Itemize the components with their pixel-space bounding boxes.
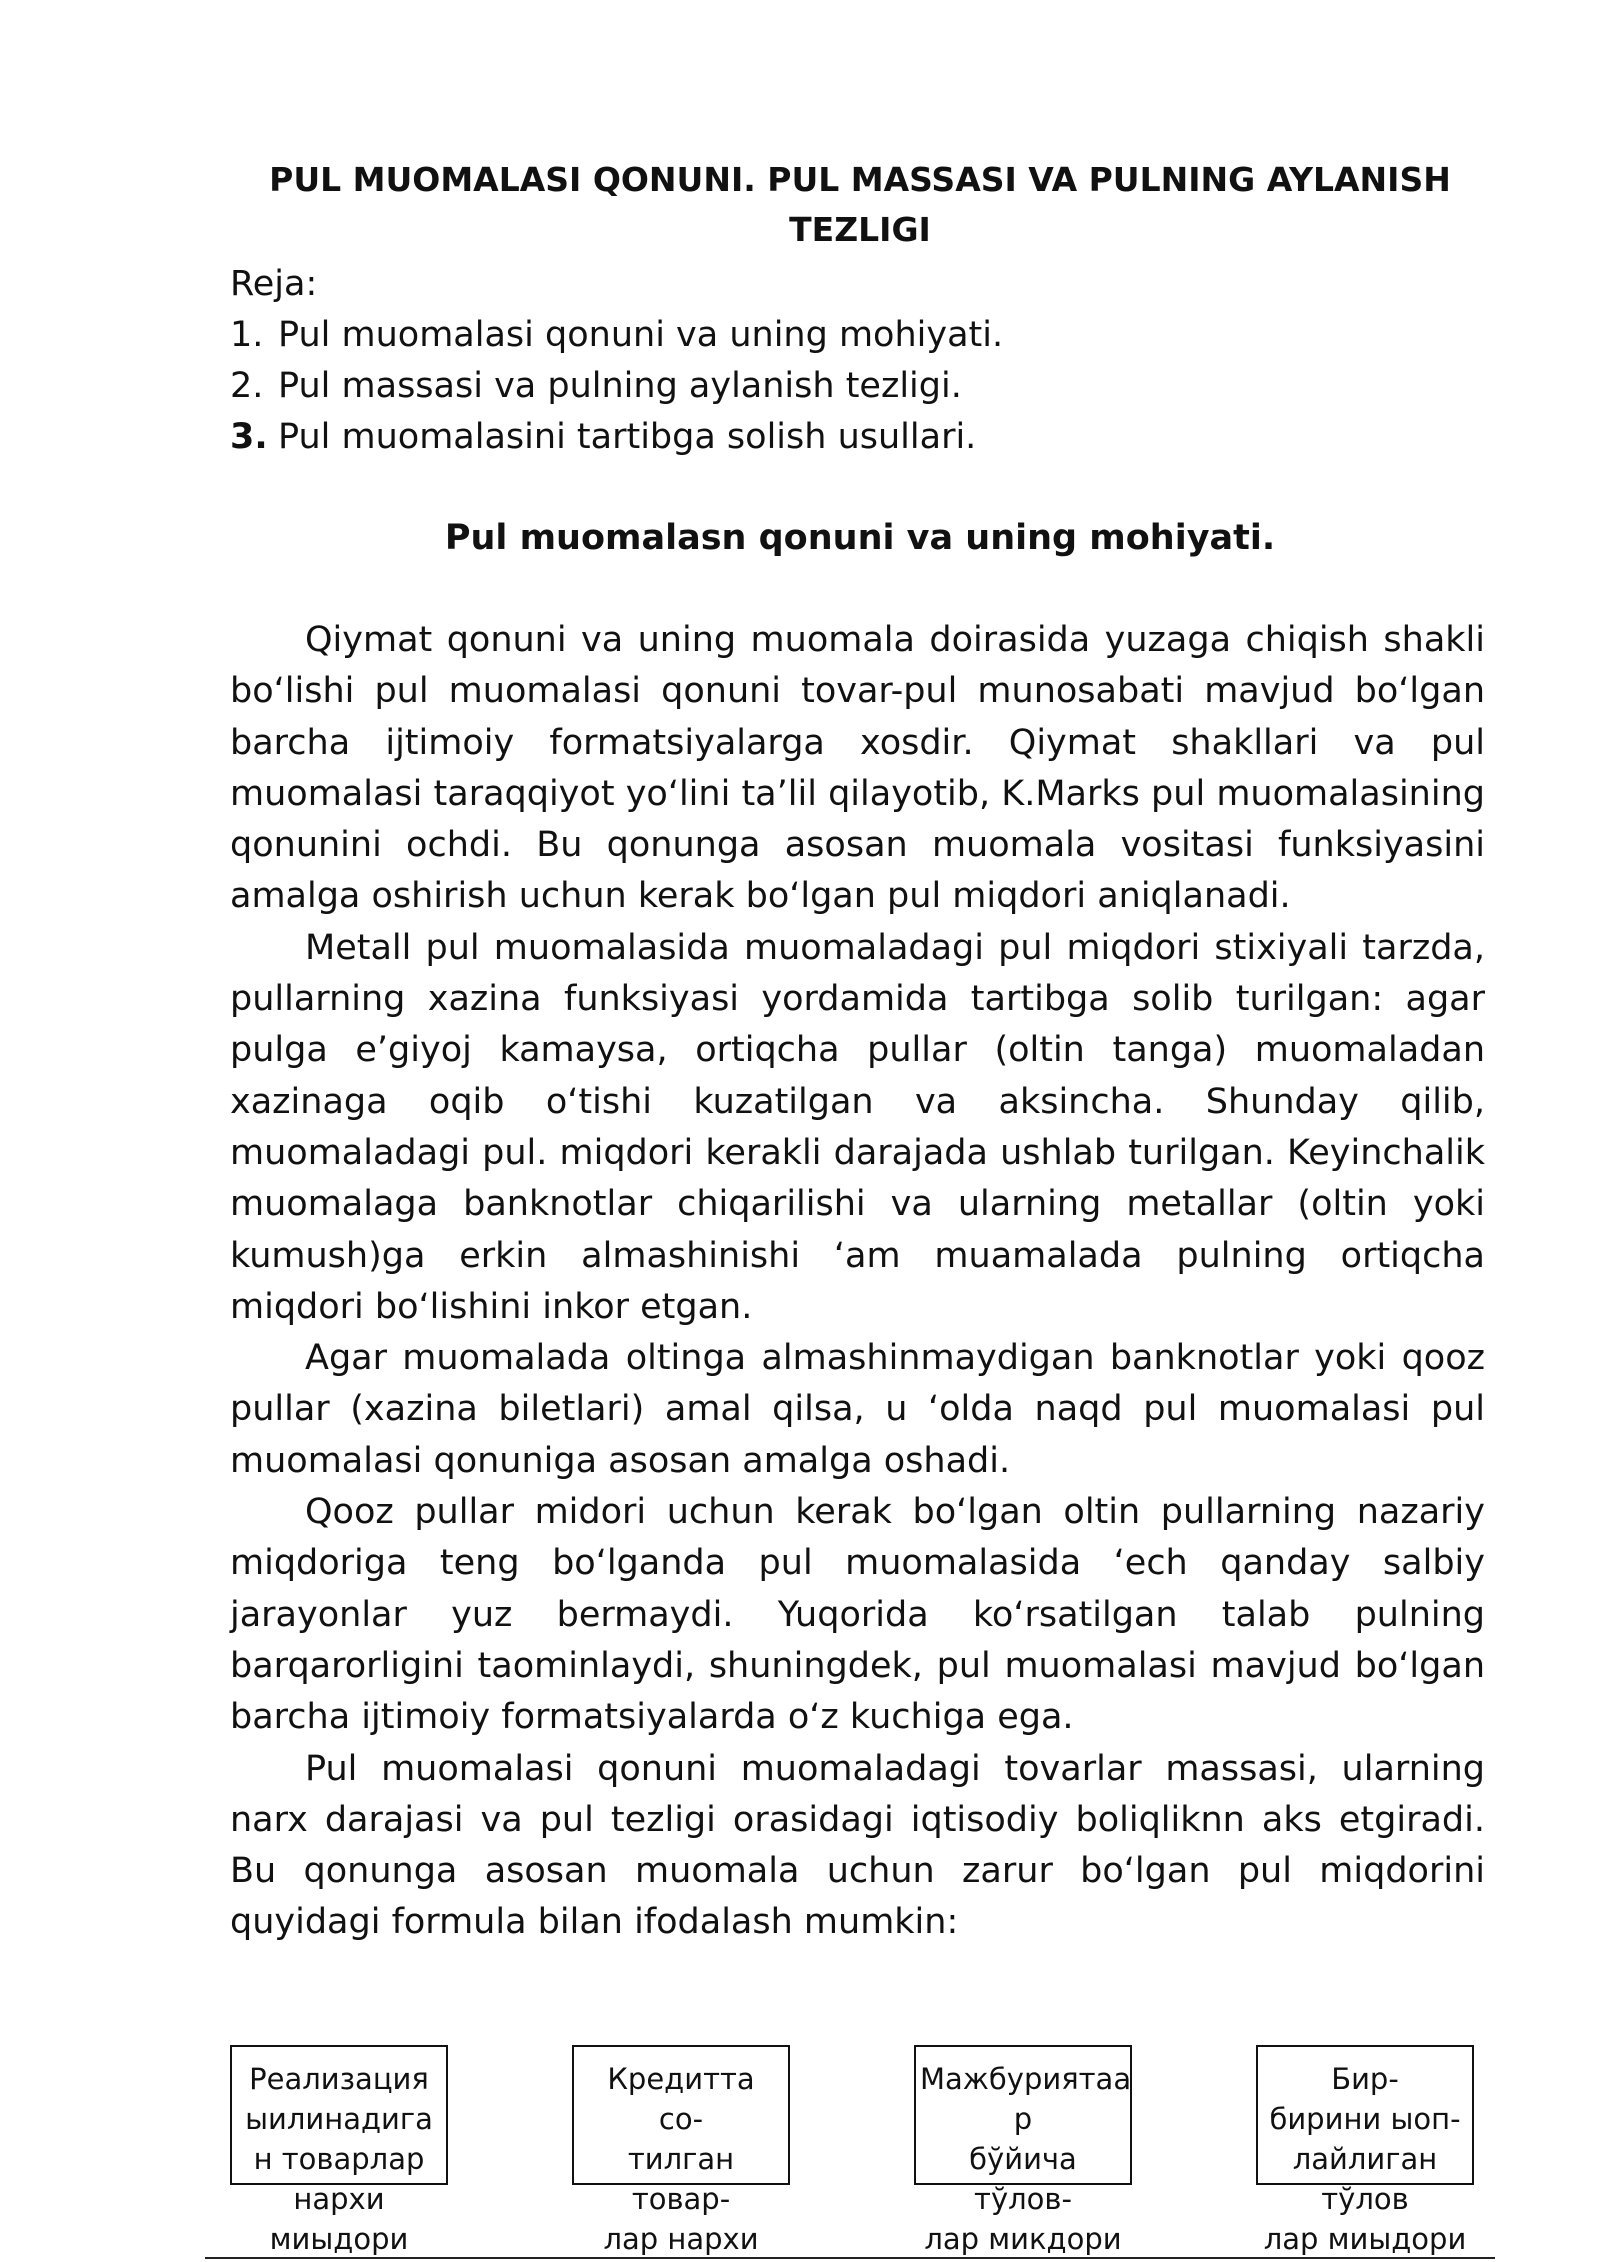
- plan-item: [230, 310, 1003, 361]
- formula-box-text: Реализация ыилинадига н товарлар нархи миыдори: [245, 2062, 433, 2256]
- plan-item: [230, 412, 1003, 463]
- plan-item-number: 2.: [230, 366, 264, 406]
- formula-boxes: [230, 2045, 1490, 2262]
- formula-box-text: Мажбуриятаа р бўйича тўлов- лар микдори: [920, 2062, 1132, 2256]
- formula-box-obligations: [914, 2045, 1132, 2256]
- plan-item-text: Pul muomalasini tartibga solish usullari.: [278, 417, 977, 457]
- document-title: PUL MUOMALASI QONUNI. PUL MASSASI VA PULNING AYLANISH TEZLIGI: [269, 160, 1451, 249]
- section-heading: Pul muomalasn qonuni va uning mohiyati.: [444, 518, 1276, 558]
- plan-item-number: 1.: [230, 315, 264, 355]
- plan-item-text: Pul muomalasi qonuni va uning mohiyati.: [278, 315, 1004, 355]
- paragraph: Metall pul muomalasida muomaladagi pul miqdori stixiyali tarzda, pullarning xazina funksiyasi yordamida tartibga solib turilgan: agar pulga e’giyoj kamaysa, ortiqcha pullar (oltin tanga) muomaladan xazinaga oqib o‘tishi kuzatilgan va aksincha. Shunday qilib, muomaladagi pul. miqdori kerakli darajada ushlab turilgan. Keyinchalik muomalaga banknotlar chiqarilishi va ularning metallar (oltin yoki kumush)ga erkin almashinishi ‘am muamalada pulning ortiqcha miqdori bo‘lishini inkor etgan.: [230, 927, 1485, 1327]
- paragraph: Qiymat qonuni va uning muomala doirasida yuzaga chiqish shakli bo‘lishi pul muomalasi qonuni tovar-pul munosabati mavjud bo‘lgan barcha ijtimoiy formatsiyalarga xosdir. Qiymat shakllari va pul muomalasi taraqqiyot yo‘lini ta’lil qilayotib, K.Marks pul muomalasining qonunini ochdi. Bu qonunga asosan muomala vositasi funksiyasini amalga oshirish uchun kerak bo‘lgan pul miqdori aniqlanadi.: [230, 620, 1485, 917]
- plan-list: [230, 310, 1003, 463]
- plan-label: Reja:: [230, 264, 318, 304]
- body-text: [230, 615, 1485, 1949]
- plan-item: [230, 361, 1003, 412]
- bottom-rule: [205, 2257, 1495, 2259]
- paragraph: Agar muomalada oltinga almashinmaydigan banknotlar yoki qooz pullar (xazina biletlari) amal qilsa, u ‘olda naqd pul muomalasi pul muomalasi qonuniga asosan amalga oshadi.: [230, 1338, 1485, 1481]
- formula-box-credit-goods: [572, 2045, 790, 2256]
- formula-box-text: Бир- бирини ыоп- лайлиган тўлов лар миыдори: [1263, 2062, 1467, 2256]
- formula-box-realized-goods: [230, 2045, 448, 2256]
- formula-box-text: Кредитта со- тилган товар- лар нархи: [603, 2062, 759, 2256]
- plan-item-text: Pul massasi va pulning aylanish tezligi.: [278, 366, 962, 406]
- formula-box-mutual-payments: [1256, 2045, 1474, 2256]
- plan-item-number: 3.: [230, 417, 268, 457]
- paragraph: Qooz pullar midori uchun kerak bo‘lgan oltin pullarning nazariy miqdoriga teng bo‘lganda pul muomalasida ‘ech qanday salbiy jarayonlar yuz bermaydi. Yuqorida ko‘rsatilgan talab pulning barqarorligini taominlaydi, shuningdek, pul muomalasi mavjud bo‘lgan barcha ijtimoiy formatsiyalarda o‘z kuchiga ega.: [230, 1492, 1485, 1738]
- paragraph: Pul muomalasi qonuni muomaladagi tovarlar massasi, ularning narx darajasi va pul tezligi orasidagi iqtisodiy boliqliknn aks etgiradi. Bu qonunga asosan muomala uchun zarur bo‘lgan pul miqdorini quyidagi formula bilan ifodalash mumkin:: [230, 1748, 1485, 1943]
